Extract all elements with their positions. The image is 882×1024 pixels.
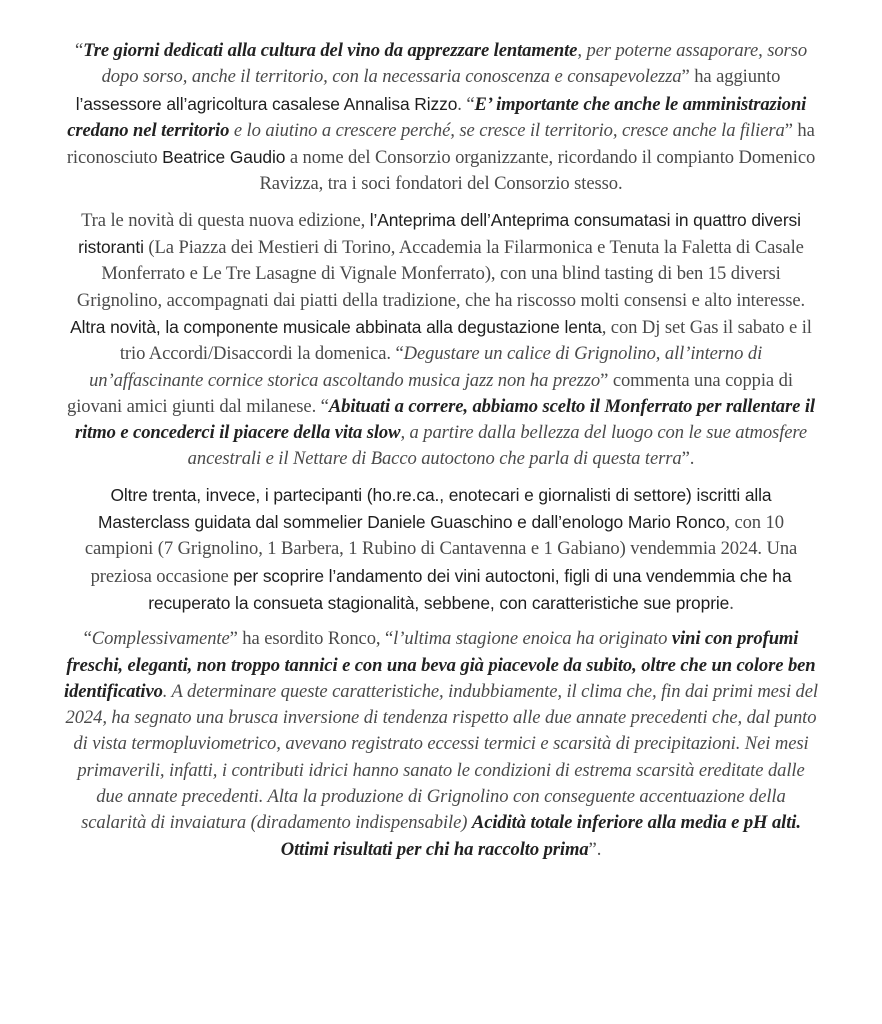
paragraph-opening-quotes (64, 38, 818, 198)
text-run: “ (74, 40, 84, 61)
text-run: , con Dj set Gas il sabato e il trio Accordi/Disaccordi la domenica. “ (119, 316, 812, 365)
text-run: ” ha aggiunto (681, 66, 781, 88)
emphasized-text-run: per scoprire l’andamento dei vini autoctoni, figli di una vendemmia che ha recuperato la consueta stagionalità, sebbene, con caratteristiche sue proprie (148, 565, 792, 613)
text-run: . A determinare queste caratteristiche, indubbiamente, il clima che, fin dai primi mesi del 2024, ha segnato una brusca inversione di tendenza rispetto alle due annate precedenti che, dal punto di vista termopluviometrico, avevano registrato eccessi termici e scarsità di precipitazioni. Nei mesi primaverili, infatti, i contributi idrici hanno sanato le condizioni di estrema scarsità ereditate dalle due annate precedenti. Alta la produzione di Grignolino con conseguente accentuazione della scalarità di invaiatura (diradamento indispensabile) (65, 680, 818, 834)
text-run: . “ (457, 93, 475, 115)
paragraph-vintage-comment (64, 626, 818, 863)
text-run: e lo aiutino a crescere perché, se cresce il territorio, cresce anche la filiera (229, 119, 785, 141)
text-run: ” ha esordito Ronco, “ (229, 628, 394, 650)
text-run: , a partire dalla bellezza del luogo con le sue atmosfere ancestrali e il Nettare di Bacco autoctono che parla di questa terra (187, 422, 808, 470)
text-run: ”. (681, 448, 695, 470)
emphasized-text-run: Tre giorni dedicati alla cultura del vino da apprezzare lentamente (83, 40, 578, 61)
paragraph-masterclass (64, 482, 818, 617)
paragraph-new-features (64, 207, 818, 473)
text-run: “ (83, 628, 92, 650)
text-run: ” commenta una coppia di giovani amici giunti dal milanese. “ (67, 369, 793, 417)
text-run: Tra le novità di questa nuova edizione, (81, 209, 370, 231)
emphasized-text-run: E’ importante che anche le amministrazioni credano nel territorio (67, 93, 807, 141)
text-run: . (729, 592, 734, 614)
emphasized-text-run: vini con profumi freschi, eleganti, non troppo tannici e con una beva già piacevole da subito, oltre che un colore ben identificativo (64, 628, 816, 702)
emphasized-text-run: Altra novità, la componente musicale abbinata alla degustazione lenta (70, 316, 602, 337)
emphasized-text-run: Abituati a correre, abbiamo scelto il Monferrato per rallentare il ritmo e concederci il piacere della vita slow (74, 395, 815, 444)
text-run: a nome del Consorzio organizzante, ricordando il compianto Domenico Ravizza, tra i soci fondatori del Consorzio stesso. (259, 147, 816, 195)
text-run: l’ultima stagione enoica ha originato (393, 628, 672, 650)
emphasized-text-run: l’Anteprima dell’Anteprima consumatasi in quattro diversi ristoranti (78, 209, 801, 258)
emphasized-text-run: Acidità totale inferiore alla media e pH alti. Ottimi risultati per chi ha raccolto prima (280, 812, 801, 860)
emphasized-text-run: Oltre trenta, invece, i partecipanti (ho.re.ca., enotecari e giornalisti di settore) iscritti alla Masterclass guidata dal sommelier Daniele Guaschino e dall’enologo Mario Ronco (98, 484, 772, 533)
text-run: , per poterne assaporare, sorso dopo sorso, anche il territorio, con la necessaria conoscenza e consapevolezza (101, 40, 808, 88)
emphasized-text-run: Beatrice Gaudio (162, 147, 286, 168)
text-run: Complessivamente (91, 628, 230, 650)
text-run: , con 10 campioni (7 Grignolino, 1 Barbera, 1 Rubino di Cantavenna e 1 Gabiano) vendemmia 2024. Una preziosa occasione (84, 512, 798, 587)
emphasized-text-run: l’assessore all’agricoltura casalese Annalisa Rizzo (75, 93, 458, 114)
text-run: ”. (588, 838, 602, 860)
text-run: (La Piazza dei Mestieri di Torino, Accademia la Filarmonica e Tenuta la Faletta di Casale Monferrato e Le Tre Lasagne di Vignale Monferrato), con una blind tasting di ben 15 diversi Grignolino, accompagnati dai piatti della tradizione, che ha riscosso molti consensi e alto interesse. (76, 237, 806, 311)
text-run: Degustare un calice di Grignolino, all’interno di un’affascinante cornice storica ascoltando musica jazz non ha prezzo (89, 343, 763, 391)
text-run: ” ha riconosciuto (66, 119, 815, 169)
